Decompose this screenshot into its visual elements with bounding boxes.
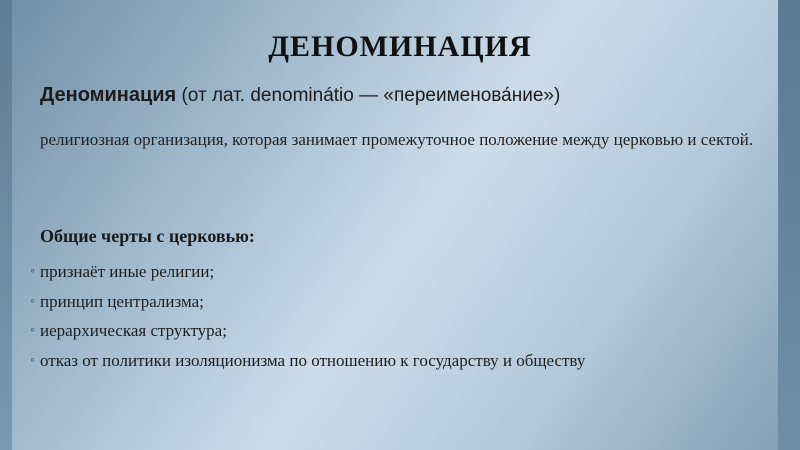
definition-etymology: (от лат. denominátio — «переименова́ние») (176, 85, 561, 106)
bullet-icon: ◦ (30, 293, 35, 309)
list-item (24, 316, 744, 346)
list-item (24, 346, 744, 376)
bullet-icon: ◦ (30, 352, 35, 368)
slide-title: ДЕНОМИНАЦИЯ (268, 30, 532, 63)
definition-term: Деноминация (40, 84, 177, 106)
list-item-text: отказ от политики изоляционизма по отношению к государству и обществу (40, 350, 586, 370)
common-features-heading: Общие черты с церковью: (40, 226, 255, 246)
right-accent-bar (778, 0, 800, 450)
definition-description: религиозная организация, которая занимает промежуточное положение между церковью и сектой. (40, 130, 754, 149)
definition-line (40, 84, 770, 107)
list-item-text: иерархическая структура; (40, 321, 227, 340)
list-item (24, 257, 744, 287)
list-item (24, 287, 744, 317)
list-item-text: принцип централизма; (40, 291, 204, 311)
common-features-list (24, 257, 744, 375)
bullet-icon: ◦ (30, 264, 35, 279)
bullet-icon: ◦ (30, 323, 35, 338)
left-accent-bar (0, 0, 12, 450)
list-item-text: признаёт иные религии; (40, 262, 215, 281)
